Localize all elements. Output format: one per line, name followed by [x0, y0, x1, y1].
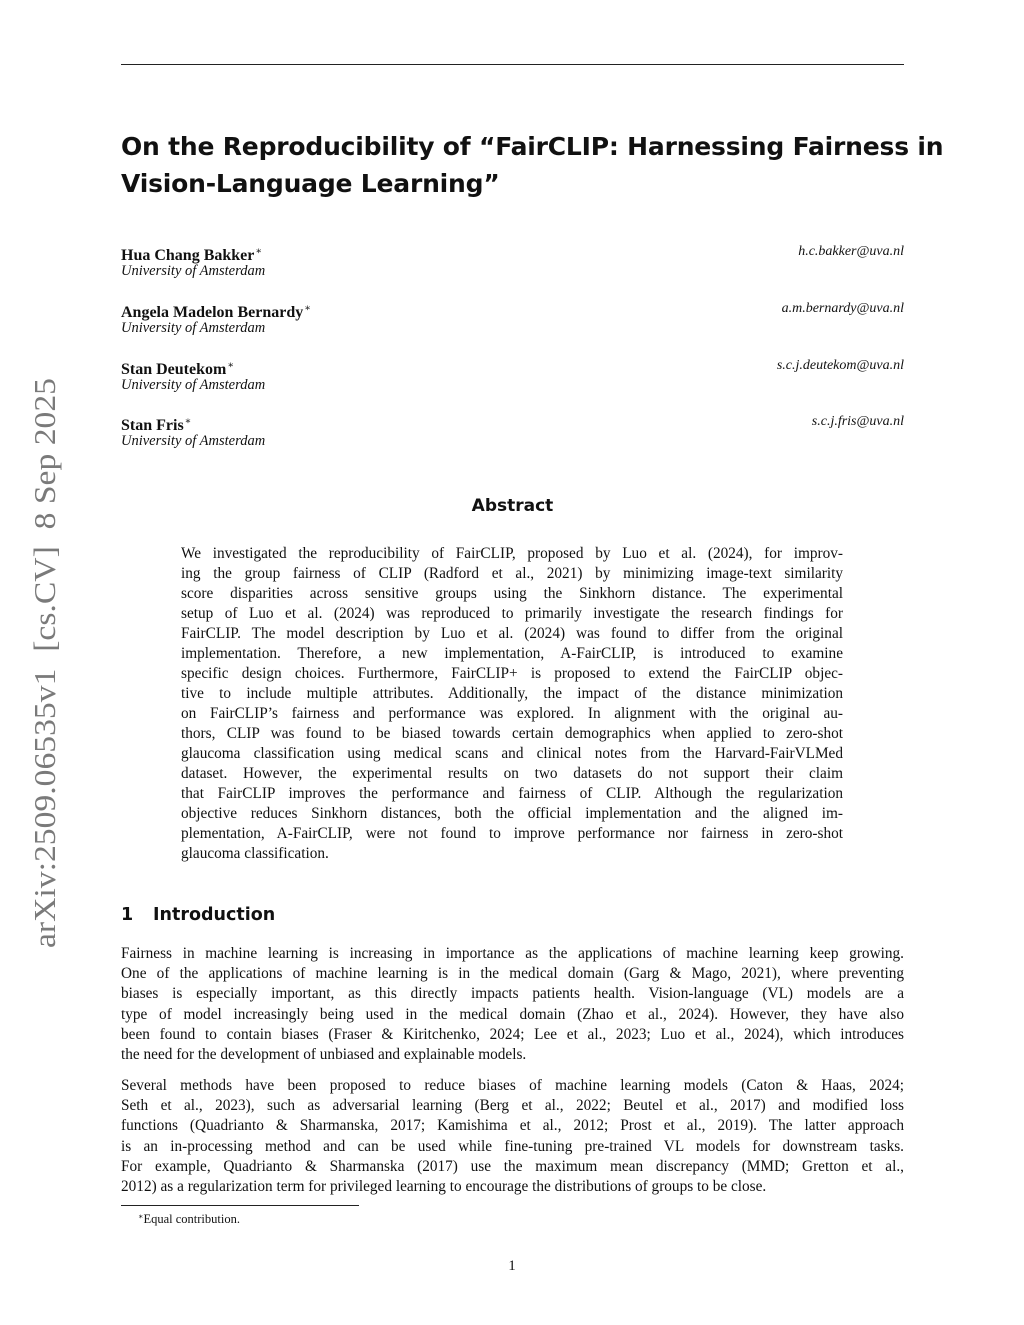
- paragraph-line: been found to contain biases (Fraser & Kiritchenko, 2024; Lee et al., 2023; Luo et al., 2024), which introduces: [121, 1025, 904, 1043]
- abstract-line: tive to include multiple attributes. Additionally, the impact of the distance minimization: [181, 685, 843, 702]
- author-block: [121, 299, 904, 339]
- author-affiliation: University of Amsterdam: [121, 263, 266, 279]
- author-email[interactable]: a.m.bernardy@uva.nl: [781, 301, 904, 316]
- author-affiliation: University of Amsterdam: [121, 377, 266, 393]
- body-paragraph: [121, 1076, 904, 1197]
- paragraph-line: the need for the development of unbiased and explainable models.: [121, 1046, 527, 1064]
- paragraph-line: is an in-processing method and can be used while fine-tuning pre-trained VL models for downstream tasks.: [121, 1137, 904, 1155]
- body-paragraph: [121, 944, 904, 1065]
- header-rule: [121, 64, 904, 65]
- author-email[interactable]: s.c.j.fris@uva.nl: [811, 414, 904, 429]
- paragraph-line: For example, Quadrianto & Sharmanska (2017) use the maximum mean discrepancy (MMD; Gretton et al.,: [121, 1157, 904, 1175]
- author-block: [121, 356, 904, 396]
- footnote: [138, 1208, 240, 1228]
- footnote-mark: ∗: [138, 1212, 144, 1221]
- author-block: [121, 412, 904, 452]
- page-number: 1: [508, 1258, 516, 1274]
- abstract-line: ing the group fairness of CLIP (Radford et al., 2021) by minimizing image-text similarity: [181, 565, 843, 582]
- equal-contribution-mark: ∗: [184, 416, 192, 427]
- author-name: Angela Madelon Bernardy∗: [121, 303, 312, 321]
- paragraph-line: Several methods have been proposed to reduce biases of machine learning models (Caton & Haas, 2024;: [121, 1077, 904, 1094]
- paragraph-line: 2012) as a regularization term for privileged learning to encourage the distributions of groups to be close.: [121, 1178, 767, 1196]
- author-name: Stan Fris∗: [121, 416, 192, 434]
- abstract-line: setup of Luo et al. (2024) was reproduced to primarily investigate the research findings for: [181, 605, 843, 622]
- author-affiliation: University of Amsterdam: [121, 433, 266, 449]
- paragraph-line: type of model increasingly being used in the medical domain (Zhao et al., 2024). However, they have also: [121, 1005, 904, 1023]
- footnote-rule: [121, 1205, 359, 1206]
- abstract-line: We investigated the reproducibility of FairCLIP, proposed by Luo et al. (2024), for improv-: [181, 545, 843, 562]
- paper-title-line: Vision-Language Learning”: [121, 169, 500, 198]
- abstract-line: score disparities across sensitive groups using the Sinkhorn distance. The experimental: [181, 585, 843, 602]
- author-name: Stan Deutekom∗: [121, 360, 235, 378]
- abstract-heading: Abstract: [471, 496, 554, 516]
- abstract-line: FairCLIP. The model description by Luo et al. (2024) was found to differ from the original: [181, 625, 843, 642]
- abstract-line: specific design choices. Furthermore, FairCLIP+ is proposed to extend the FairCLIP objec-: [181, 665, 843, 682]
- equal-contribution-mark: ∗: [304, 303, 312, 314]
- author-affiliation: University of Amsterdam: [121, 320, 266, 336]
- equal-contribution-mark: ∗: [255, 246, 263, 257]
- abstract-line: glaucoma classification using medical scans and clinical notes from the Harvard-FairVLMed: [181, 745, 843, 762]
- paragraph-line: Fairness in machine learning is increasing in importance as the applications of machine learning keep growing.: [121, 945, 904, 962]
- section-heading: [121, 902, 275, 928]
- equal-contribution-mark: ∗: [227, 360, 235, 371]
- abstract-text: [181, 544, 843, 864]
- section-title: Introduction: [153, 905, 276, 925]
- arxiv-identifier: arXiv:2509.06535v1 [cs.CV] 8 Sep 2025: [27, 422, 62, 948]
- paragraph-line: Seth et al., 2023), such as adversarial learning (Berg et al., 2022; Beutel et al., 2017) and modified loss: [121, 1097, 904, 1115]
- abstract-line: plementation, A-FairCLIP, were not found to improve performance nor fairness in zero-shot: [181, 825, 843, 842]
- paper-title: [121, 128, 944, 202]
- author-email[interactable]: s.c.j.deutekom@uva.nl: [776, 358, 904, 373]
- paragraph-line: functions (Quadrianto & Sharmanska, 2017; Kamishima et al., 2012; Prost et al., 2019). The latter approach: [121, 1117, 904, 1135]
- author-name: Hua Chang Bakker∗: [121, 246, 263, 264]
- footnote-text: Equal contribution.: [143, 1212, 240, 1226]
- abstract-line: objective reduces Sinkhorn distances, both the official implementation and the aligned im-: [181, 805, 843, 822]
- abstract-line: dataset. However, the experimental results on two datasets do not support their claim: [181, 765, 843, 782]
- abstract-line: glaucoma classification.: [181, 845, 329, 862]
- paper-title-line: On the Reproducibility of “FairCLIP: Harnessing Fairness in: [121, 132, 944, 161]
- paragraph-line: biases is especially important, as this directly impacts patients health. Vision-language (VL) models are a: [121, 985, 904, 1003]
- abstract-line: on FairCLIP’s fairness and performance was explored. In alignment with the original au-: [181, 705, 843, 722]
- abstract-line: that FairCLIP improves the performance and fairness of CLIP. Although the regularization: [181, 785, 843, 802]
- paragraph-line: One of the applications of machine learning is in the medical domain (Garg & Mago, 2021), where preventing: [121, 965, 904, 983]
- abstract-line: thors, CLIP was found to be biased towards certain demographics when applied to zero-shot: [181, 725, 843, 742]
- arxiv-identifier-stamp: [24, 378, 64, 948]
- abstract-line: implementation. Therefore, a new implementation, A-FairCLIP, is introduced to examine: [181, 645, 843, 662]
- author-email[interactable]: h.c.bakker@uva.nl: [798, 244, 904, 259]
- author-block: [121, 242, 904, 282]
- section-number: 1: [121, 905, 134, 925]
